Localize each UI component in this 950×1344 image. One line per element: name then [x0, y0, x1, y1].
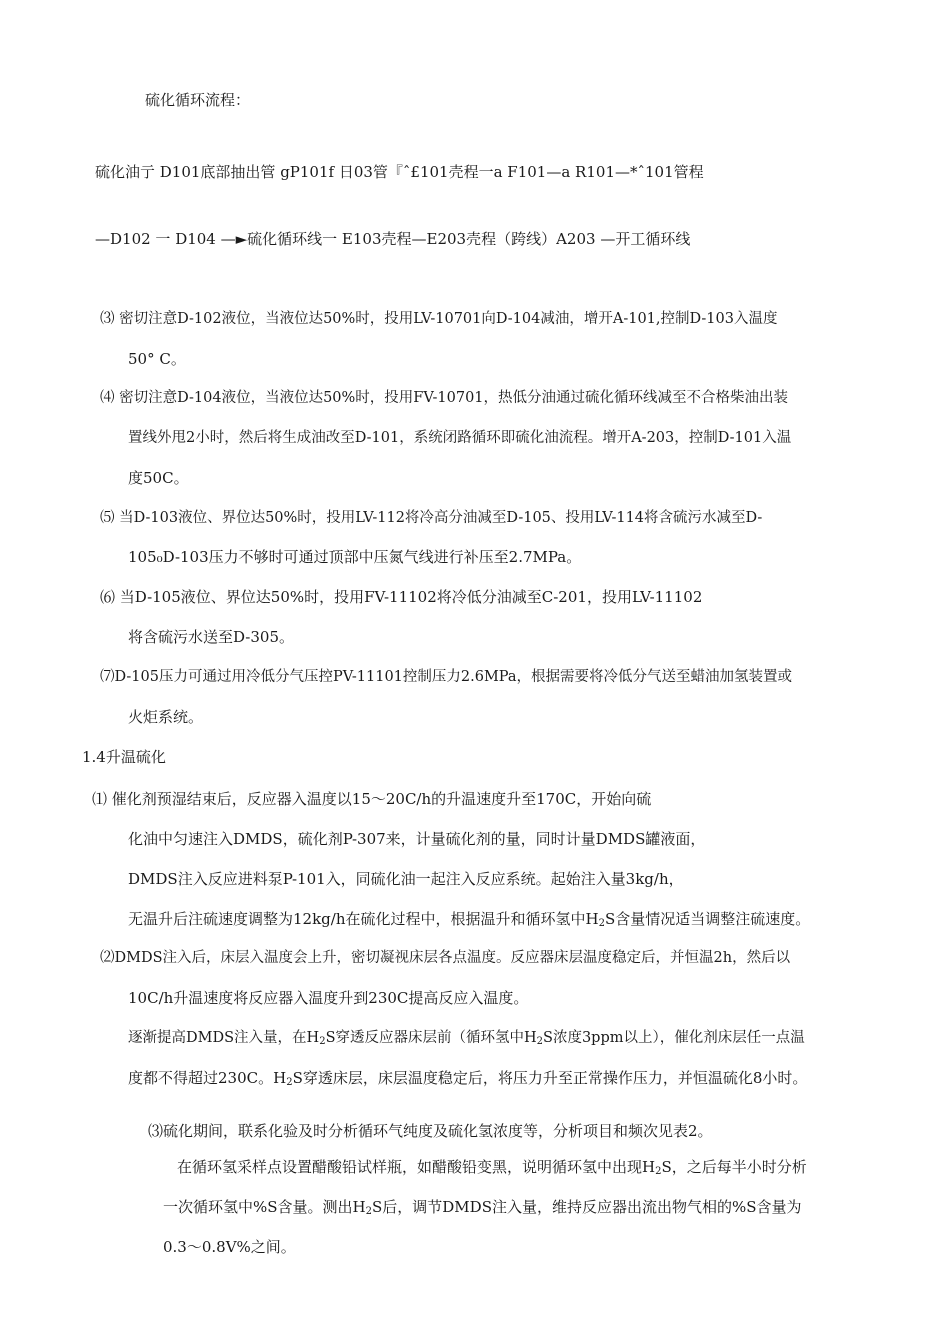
s1-line-2: 化油中匀速注入DMDS，硫化剂P-307来，计量硫化剂的量，同时计量DMDS罐液面，: [128, 830, 706, 848]
s2-line-4-sub: 2: [286, 1077, 293, 1088]
s2-line-4: [128, 1068, 807, 1093]
s2-line-2: 10C/h升温速度将反应器入温度升到230C提高反应入温度。: [128, 989, 529, 1007]
s1-line-4-b: S含量情况适当调整注硫速度。: [604, 910, 811, 928]
s3-line-3-sub: 2: [365, 1206, 372, 1217]
item-6-line-1: ⑹ 当D-105液位、界位达50%时，投用FV-11102将冷低分油减至C-201，投用LV-11102: [100, 588, 703, 606]
s2-line-3-b: S穿透反应器床层前（循环氢中H: [325, 1030, 537, 1046]
s3-line-2: [177, 1157, 807, 1182]
flow-heading: 硫化循环流程：: [145, 91, 251, 109]
section-title: 1.4升温硫化: [82, 748, 166, 766]
s2-line-1: ⑵DMDS注入后，床层入温度会上升，密切凝视床层各点温度。反应器床层温度稳定后，并恒温2h，然后以: [100, 950, 791, 966]
s2-line-3-sub-1: 2: [319, 1036, 326, 1047]
item-3-line-2: 50° C。: [128, 350, 186, 368]
flow-line-1: 硫化油亍 D101底部抽出管 gP101f 日03管『ˆ£101壳程一a F101—a R101—*ˆ101管程: [95, 163, 704, 181]
item-6-line-2: 将含硫污水送至D-305。: [128, 628, 295, 646]
s1-line-4-a: 无温升后注硫速度调整为12kg/h在硫化过程中，根据温升和循环氢中H: [128, 910, 599, 928]
s3-line-4: 0.3〜0.8V%之间。: [163, 1238, 296, 1256]
s3-line-3: [163, 1197, 802, 1222]
item-4-line-1: ⑷ 密切注意D-104液位，当液位达50%时，投用FV-10701，热低分油通过硫化循环线减至不合格柴油出装: [100, 390, 789, 406]
s1-line-3: DMDS注入反应进料泵P-101入，同硫化油一起注入反应系统。起始注入量3kg/h，: [128, 870, 684, 888]
s3-line-3-b: S后，调节DMDS注入量，维持反应器出流出物气相的%S含量为: [372, 1198, 802, 1216]
s3-line-2-sub: 2: [655, 1166, 662, 1177]
item-5-line-1: ⑸ 当D-103液位、界位达50%时，投用LV-112将冷高分油减至D-105、投用LV-114将含硫污水减至D-: [100, 510, 763, 526]
s2-line-3-sub-2: 2: [536, 1036, 544, 1047]
s2-line-4-a: 度都不得超过230C。H: [128, 1069, 287, 1087]
s3-line-2-a: 在循环氢采样点设置醋酸铅试样瓶，如醋酸铅变黑，说明循环氢中出现H: [177, 1158, 656, 1176]
item-4-line-2: 置线外甩2小时，然后将生成油改至D-101，系统闭路循环即硫化油流程。增开A-203，控制D-101入温: [128, 430, 792, 446]
item-5-line-2: 105₀D-103压力不够时可通过顶部中压氮气线进行补压至2.7MPa。: [128, 548, 582, 566]
s1-line-4: [128, 909, 810, 934]
item-3-line-1: ⑶ 密切注意D-102液位，当液位达50%时，投用LV-10701向D-104减油，增开A-101,控制D-103入温度: [100, 311, 778, 327]
item-7-line-1: ⑺D-105压力可通过用冷低分气压控PV-11101控制压力2.6MPa，根据需要将冷低分气送至蜡油加氢装置或: [100, 669, 793, 685]
s3-line-1: ⑶硫化期间，联系化验及时分析循环气纯度及硫化氢浓度等，分析项目和频次见表2。: [148, 1122, 713, 1140]
s2-line-4-b: S穿透床层，床层温度稳定后，将压力升至正常操作压力，并恒温硫化8小时。: [292, 1069, 808, 1087]
item-4-line-3: 度50C。: [128, 469, 189, 487]
s1-line-4-sub: 2: [598, 918, 605, 929]
s2-line-3-a: 逐渐提高DMDS注入量，在H: [128, 1030, 320, 1046]
s3-line-3-a: 一次循环氢中%S含量。测出H: [163, 1198, 366, 1216]
s2-line-3: [128, 1028, 805, 1052]
item-7-line-2: 火炬系统。: [128, 708, 204, 726]
s1-line-1: ⑴ 催化剂预湿结束后，反应器入温度以15〜20C/h的升温速度升至170C，开始向硫: [92, 790, 652, 808]
s2-line-3-c: S浓度3ppm以上），催化剂床层任一点温: [543, 1030, 805, 1046]
flow-line-2: —D102 一 D104 —►硫化循环线一 E103壳程—E203壳程（跨线）A203 —开工循环线: [95, 230, 691, 248]
s3-line-2-b: S，之后每半小时分析: [661, 1158, 807, 1176]
